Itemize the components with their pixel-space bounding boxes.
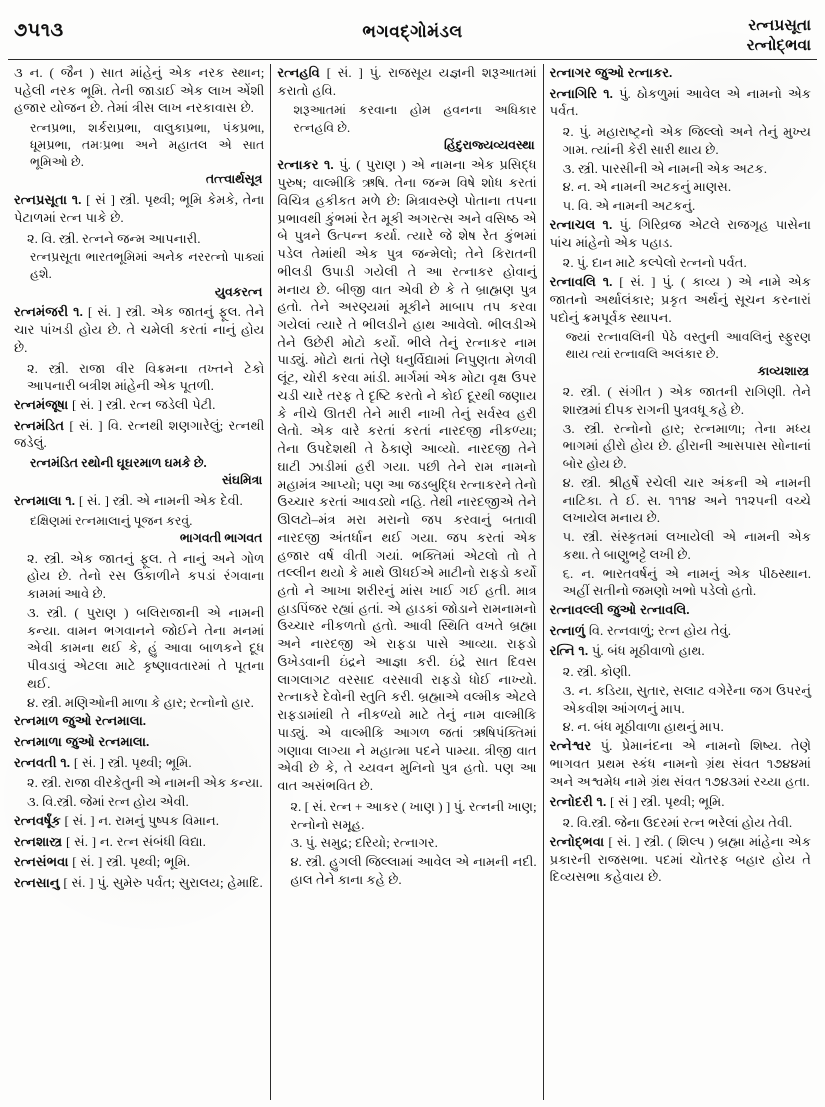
- entry-ratnavarshunk: [14, 812, 264, 830]
- entry-ratnasambhava: [14, 853, 264, 871]
- entry-ratnamanjari: [14, 303, 264, 356]
- sense-item: ૪. ન. બંધ મૂઠીવાળા હાથનું માપ.: [562, 719, 724, 735]
- entry-ratnavali: [550, 273, 811, 326]
- sense-item: ૨. [ સં. રત્ન + આકર ( ખાણ ) ] પું. રત્નની ખાણ; રત્નોનો સમૂહ.: [290, 798, 537, 832]
- entry-ratnagar: [550, 64, 811, 82]
- definition: [ સં. ] વિ. રત્નથી શણગારેલું; રત્નથી જડેલું.: [14, 417, 265, 451]
- sense-item: ૨. પું. મહારાષ્ટ્રનો એક જિલ્લો અને તેનું મુખ્ય ગામ. ત્યાંની કેરી સારી થાય છે.: [562, 124, 811, 157]
- sense-item: ૨. સ્ત્રી. રાજા વીરકેતુની એ નામની એક કન્યા.: [27, 775, 263, 791]
- headword: રત્નવતી ૧.: [14, 754, 71, 770]
- entry-ratnaprasuta: [14, 191, 264, 226]
- definition: [ સં. ] સ્ત્રી. પૃથ્વી; ભૂમિ.: [73, 754, 192, 770]
- sense-item: ૨. સ્ત્રી. કોણી.: [562, 664, 632, 680]
- citation-text: રત્નપ્રભા, શર્કરાપ્રભા, વાલુકાપ્રભા, પંકપ્રભા, ધૂમપ્રભા, તમઃપ્રભા અને મહાતલ એ સાત ભૂમિઓ છે.: [30, 121, 265, 170]
- headword: રત્નાવલિ ૧.: [549, 274, 613, 290]
- entry-ratnamala-var: [14, 733, 264, 751]
- entry-ratnashastra: [14, 833, 264, 851]
- column-three: [544, 64, 817, 1100]
- entry-ratnamal: [14, 712, 264, 730]
- definition: [ સં. ] ન. રત્ન સંબંધી વિદ્યા.: [65, 833, 206, 849]
- columns-container: [8, 64, 817, 1100]
- running-head-last-entry: રત્નોદ્ભવા: [746, 36, 811, 54]
- entry-ratnamala: [14, 492, 264, 510]
- citation-source: તત્ત્વાર્થસૂત્ર: [205, 172, 263, 187]
- definition: [ સં. ] સ્ત્રી. રત્ન જડેલી પેટી.: [71, 396, 216, 412]
- entry-ratnasanu: [14, 874, 264, 892]
- citation-text: [14, 455, 264, 472]
- entry-ratnaprabha-sense3: ૩ ન. ( જૈન ) સાત માંહેનું એક નરક સ્થાન; પહેલી નરક ભૂમિ. તેની જાડાઈ એક લાખ એંશી હજાર યોજન છે. તેમાં ત્રીસ લાખ નરકાવાસ છે.: [14, 65, 265, 116]
- sense-item: ૨. સ્ત્રી. ( સંગીત ) એક જાતની રાગિણી. તેને શાસ્ત્રમાં દીપક રાગની પુત્રવધૂ કહે છે.: [562, 384, 811, 417]
- definition: પું. બંધ મૂઠીવાળો હાથ.: [591, 643, 705, 659]
- citation-text: રત્નપ્રસૂતા ભારતભૂમિમાં અનેક નરરત્નો પાક્યાં હશે.: [30, 250, 265, 282]
- citation-source: હિંદુરાજ્યવ્યવસ્થા: [444, 137, 535, 152]
- citation-text: દક્ષિણમાં રત્નમાલાનું પૂજન કરવું.: [30, 513, 193, 528]
- sense-item: ૪. સ્ત્રી. મણિઓની માળા કે હાર; રત્નોનો હાર.: [27, 694, 254, 710]
- sense-item: ૪. સ્ત્રી. હુગલી જિલ્લામાં આવેલ એ નામની નદી. હાલ તેને કાના કહે છે.: [290, 854, 537, 887]
- headword: રત્નસાનુ: [14, 875, 60, 891]
- sense-item: ૪. સ્ત્રી. શ્રીહર્ષે રચેલી ચાર અંકની એ નામની નાટિકા. તે ઈ. સ. ૧૧૧૪ અને ૧૧૨૫ની વચ્ચે લખાયેલ મનાય છે.: [562, 474, 811, 526]
- headword: રત્નાચલ ૧.: [549, 216, 613, 232]
- sense-item: ૩. સ્ત્રી. રત્નોનો હાર; રત્નમાળા; તેના મધ્ય ભાગમાં હીરો હોય છે. હીરાની આસપાસ સોનાનાં બોર હોય છે.: [562, 420, 811, 472]
- entry-ratni: [550, 642, 811, 660]
- headword: રત્નહવિ: [277, 65, 320, 80]
- headword: રત્નમાલા ૧.: [14, 493, 76, 509]
- page-header: [0, 14, 825, 58]
- sense-item: ૫. વિ. એ નામની અટકનું.: [562, 198, 696, 214]
- sense-item: ૨. સ્ત્રી. રાજા વીર વિક્રમના તખ્તને ટેકો આપનારી બત્રીશ માંહેની એક પૂતળી.: [27, 360, 265, 394]
- definition: પું. પ્રેમાનંદના એ નામનો શિષ્ય. તેણે ભાગવત પ્રથમ સ્કંધ નામનો ગ્રંથ સંવત ૧૭૪૪માં અને અશ્વમેધ નામે ગ્રંથ સંવત ૧૭૪૩માં રચ્યા હતા.: [549, 738, 812, 789]
- headword: રત્નાકર ૧.: [277, 157, 334, 173]
- headword: રત્નોદરી ૧.: [549, 794, 607, 810]
- sense-item: ૨. પું. દાન માટે કલ્પેલો રત્નનો પર્વત.: [562, 255, 747, 271]
- entry-ratnagiri: [550, 85, 811, 120]
- citation-text: જ્યાં રત્નાવલિની પેઠે વસ્તુની આવલિનું સ્ફુરણ થાય ત્યાં રત્નાવલિ અલંકાર છે.: [565, 330, 811, 362]
- entry-ratnavati: [14, 754, 264, 772]
- running-head: [747, 16, 811, 55]
- entry-ratnakar: [277, 156, 536, 794]
- entry-ratneshwar: [550, 737, 811, 790]
- headword-crossref: રત્નમાળ જુઓ રત્નમાલા.: [14, 713, 147, 729]
- headword: રત્નવર્ષૂંક: [14, 812, 61, 828]
- citation-headword: રત્નમંડિત રથોની ઘૂઘરમાળ ઘમકે છે.: [30, 456, 207, 471]
- headword: રત્નાગિરિ ૧.: [549, 85, 613, 101]
- sense-item: ૫. સ્ત્રી. સંસ્કૃતમાં લખાયેલી એ નામની એક કથા. તે બાણુભટ્ટે લખી છે.: [562, 529, 811, 562]
- sense-item: ૩. વિ.સ્ત્રી. જેમાં રત્ન હોય એવી.: [27, 794, 189, 810]
- entry-ratnahavi: [277, 64, 536, 99]
- headword: રત્નમંજરી ૧.: [14, 304, 83, 320]
- entry-ratnavalli: [550, 601, 811, 619]
- definition: પું. ઠોકળુમાં આવેલ એ નામનો એક પર્વત.: [549, 85, 812, 119]
- entry-ratnamandit: [14, 417, 264, 452]
- citation-source: ભાગવતી ભાગવત: [179, 530, 263, 545]
- sense-item: ૪. ન. એ નામની અટકનું માણસ.: [562, 179, 732, 195]
- citation-source: સંઘમિત્રા: [222, 473, 263, 488]
- headword: રત્નશાસ્ત્ર: [14, 833, 63, 849]
- sense-item: ૨. સ્ત્રી. એક જાતનું ફૂલ. તે નાનું અને ગોળ હોય છે. તેનો રસ ઉકાળીને કપડાં રંગવાના કામમાં આવે છે.: [27, 550, 265, 602]
- definition: [ સં. ] પું. રાજસૂય યજ્ઞની શરૂઆતમાં કરાતો હવિ.: [277, 65, 537, 98]
- headword: રત્નેશ્વર: [549, 738, 592, 754]
- sense-item: ૩. સ્ત્રી. ( પુરાણ ) બલિરાજાની એ નામની કન્યા. વામન ભગવાનને જોઈને તેના મનમાં એવી કામના થઈ કે, હું આવા બાળકને દૂધ પીવડાવું એટલા માટે કૃષ્ણાવતારમાં તે પૂતના થઈ.: [27, 604, 265, 691]
- definition: [ સં. ] સ્ત્રી. ( શિલ્પ ) બ્રહ્મા માંહેના એક પ્રકારની રાજસભા. પદમાં ચોતરફ બહાર હોય તે દિવ્યસભા કહેવાય છે.: [549, 833, 811, 885]
- definition: [ સં. ] સ્ત્રી. પૃથ્વી; ભૂમિ.: [72, 854, 191, 870]
- headword: રત્નમંડિત: [14, 417, 65, 433]
- citation-source: કાવ્યશાસ્ત્ર: [757, 364, 809, 379]
- sense-item: ૩. સ્ત્રી. પારસીની એ નામની એક અટક.: [562, 160, 768, 176]
- column-two: [271, 64, 542, 1100]
- definition: પું. ગિરિવ્રજ એટલે રાજગૃહ પાસેના પાંચ માંહેનો એક પહાડ.: [549, 216, 811, 250]
- running-head-first-entry: રત્નપ્રસૂતા: [748, 17, 811, 34]
- entry-ratnamanjusha: [14, 396, 264, 414]
- definition: [ સં. ] સ્ત્રી. એ નામની એક દેવી.: [78, 493, 243, 509]
- headword: રત્નિ ૧.: [549, 643, 589, 659]
- headword-crossref: રત્નાવલ્લી જુઓ રત્નાવલિ.: [549, 602, 690, 618]
- headword: રત્નસંભવા: [14, 854, 69, 870]
- entry-ratnodari: [550, 793, 811, 811]
- entry-ratnalu: [550, 622, 811, 640]
- header-rule: [8, 59, 817, 60]
- definition: [ સં. ] ન. રામનું પુષ્પક વિમાન.: [64, 812, 220, 828]
- headword: રત્નપ્રસૂતા ૧.: [14, 192, 82, 208]
- page-number: ૭૫૧૩: [14, 20, 64, 41]
- entry-ratnodbhava: [550, 833, 811, 886]
- definition: [ સં. ] પું. સુમેરુ પર્વત; સુરાલય; હેમાદિ.: [63, 875, 263, 891]
- definition: [ સં. ] પું. ( કાવ્ય ) એ નામે એક જાતનો અર્થાલંકાર; પ્રકૃત અર્થનું સૂચન કરનારાં પદોનું ક્રમપૂર્વક સ્થાપન.: [549, 274, 811, 325]
- entry-ratnachal: [550, 216, 811, 251]
- book-title: ભગવદ્ગોમંડલ: [362, 22, 463, 41]
- definition: [ સં ] સ્ત્રી. પૃથ્વી; ભૂમિ કેમકે, તેના પેટાળમાં રત્ન પાકે છે.: [14, 192, 265, 225]
- citation-source: યુવકરત્ન: [214, 284, 263, 299]
- definition: વિ. રત્નવાળું; રત્ન હોય તેવું.: [588, 622, 731, 638]
- headword-crossref: રત્નમાળા જુઓ રત્નમાલા.: [14, 733, 150, 749]
- headword-crossref: રત્નાગર જુઓ રત્નાકર.: [549, 65, 673, 80]
- sense-item: ૨. વિ.સ્ત્રી. જેના ઉદરમાં રત્ન ભરેલાં હોય તેવી.: [562, 815, 793, 831]
- definition: [ સં ] સ્ત્રી. પૃથ્વી; ભૂમિ.: [610, 794, 725, 810]
- definition: પું. ( પુરાણ ) એ નામના એક પ્રસિદ્ધ પુરુષ; વાલ્મીકિ ઋષિ. તેના જન્મ વિષે શોધ કરતાં વિચિત્ર હકીકત મળે છે: મિત્રાવરુણે પોતાના તપના પ્રભાવથી કુંભમાં રેત મૂકી અગરત્સ અને વસિષ્ઠ એ બે પુત્રને ઉત્પન્ન કર્યા. ત્યારે જે શેષ રેત કુંભમાં પડેલ તેમાંથી એક પુત્ર જન્મેલો; તેને કિરાતની ભીલડી ઉપાડી ગયેલી તે આ રત્નાકર હોવાનું મનાય છે. બીજી વાત એવી છે કે તે બ્રાહ્મણ પુત્ર હતો. તેને અરણ્યમાં મૂકીને માબાપ તપ કરવા ગયેલાં ત્યારે તે ભીલડીને હાથ આવેલો. ભીલડીએ તેને ઉછેરી મોટો કર્યો. ભીલે તેનું રત્નાકર નામ પાડ્યું. મોટો થતાં તેણે ધનુર્વિદ્યામાં નિપુણતા મેળવી લૂંટ, ચોરી કરવા માંડી. માર્ગમાં એક મોટા વૃક્ષ ઉપર ચડી ચારે તરફ તે દૃષ્ટિ કરતો ને કોઈ દૂરથી જણાય કે નીચે ઊતરી તેને મારી નાખી તેનું સર્વસ્વ હરી લેતો. એક વારે કરતાં કરતાં નારદજી નીકળ્યા; તેના ઉપદેશથી તે ઠેકાણે આવ્યો. નારદજી તેને ઘાટી ઝાડીમાં હરી ગયા. પછી તેને રામ નામનો મહામંત્ર આપ્યો; પણ આ જડબુદ્ધિ રત્નાકરને તેનો ઉચ્ચાર કરતાં આવડ્યો નહિ. તેથી નારદજીએ તેને ઊલટો–મંત્ર મરા મરાનો જપ કરવાનું બતાવી નારદજી અંતર્ધાન થઈ ગયા. જપ કરતાં એક હજાર વર્ષ વીતી ગયાં. ભક્તિમાં એટલો તો તે તલ્લીન થયો કે માથે ઊધઈએ માટીનો રાફડો કર્યો હતો ને આખા શરીરનું માંસ ખાઈ ગઈ હતી. માત્ર હાડપિંજર રહ્યાં હતાં. એ હાડકાં જોડાને રામનામનો ઉચ્ચાર નીકળતો હતો. આવી સ્થિતિ વખતે બ્રહ્મા અને નારદજી એ રાફડા પાસે આવ્યા. રાફડો ઉખેડવાની ઇંદ્રને આજ્ઞા કરી. ઇંદ્રે સાત દિવસ લાગલાગટ વરસાદ વરસાવી રાફડો ધોઈ નાખ્યો. રત્નાકરે દેવોની સ્તુતિ કરી. બ્રહ્માએ વલ્મીક એટલે રાફડામાંથી તે નીકળ્યો માટે તેનું નામ વાલ્મીકિ પાડ્યું. એ વાલ્મીકિ આગળ જતાં ઋષિપંક્તિમાં ગણાવા લાગ્યા ને મહાત્મા પદને પામ્યા. ત્રીજી વાત એવી છે કે, તે ચ્યવન મુનિનો પુત્ર હતો. પણ આ વાત અસંભવિત છે.: [277, 157, 537, 794]
- headword: રત્નમંજૂષા: [14, 396, 69, 412]
- citation-text: શરૂઆતમાં કરવાના હોમ હવનના અધિકાર રત્નહવિ છે.: [293, 103, 537, 135]
- sense-item: ૩. પું. સમુદ્ર; દરિયો; રત્નાગર.: [290, 835, 438, 851]
- headword: રત્નાળું: [549, 622, 586, 638]
- definition: [ સં. ] સ્ત્રી. એક જાતનું ફૂલ. તેને ચાર પાંખડી હોય છે. તે ચમેલી કરતાં નાનું હોય છે.: [14, 304, 265, 355]
- sense-item: ૬. ન. ભારતવર્ષનું એ નામનું એક પીઠસ્થાન. અહીં સતીનો જમણો ખભો પડેલો હતો.: [562, 565, 811, 599]
- sense-item: ૨. વિ. સ્ત્રી. રત્નને જન્મ આપનારી.: [27, 230, 201, 246]
- headword: રત્નોદ્ભવા: [549, 833, 605, 849]
- sense-item: ૩. ન. કડિયા, સુતાર, સલાટ વગેરેના જગ ઉપરનું એકવીશ આંગળનું માપ.: [562, 682, 811, 716]
- column-one: [8, 64, 270, 1100]
